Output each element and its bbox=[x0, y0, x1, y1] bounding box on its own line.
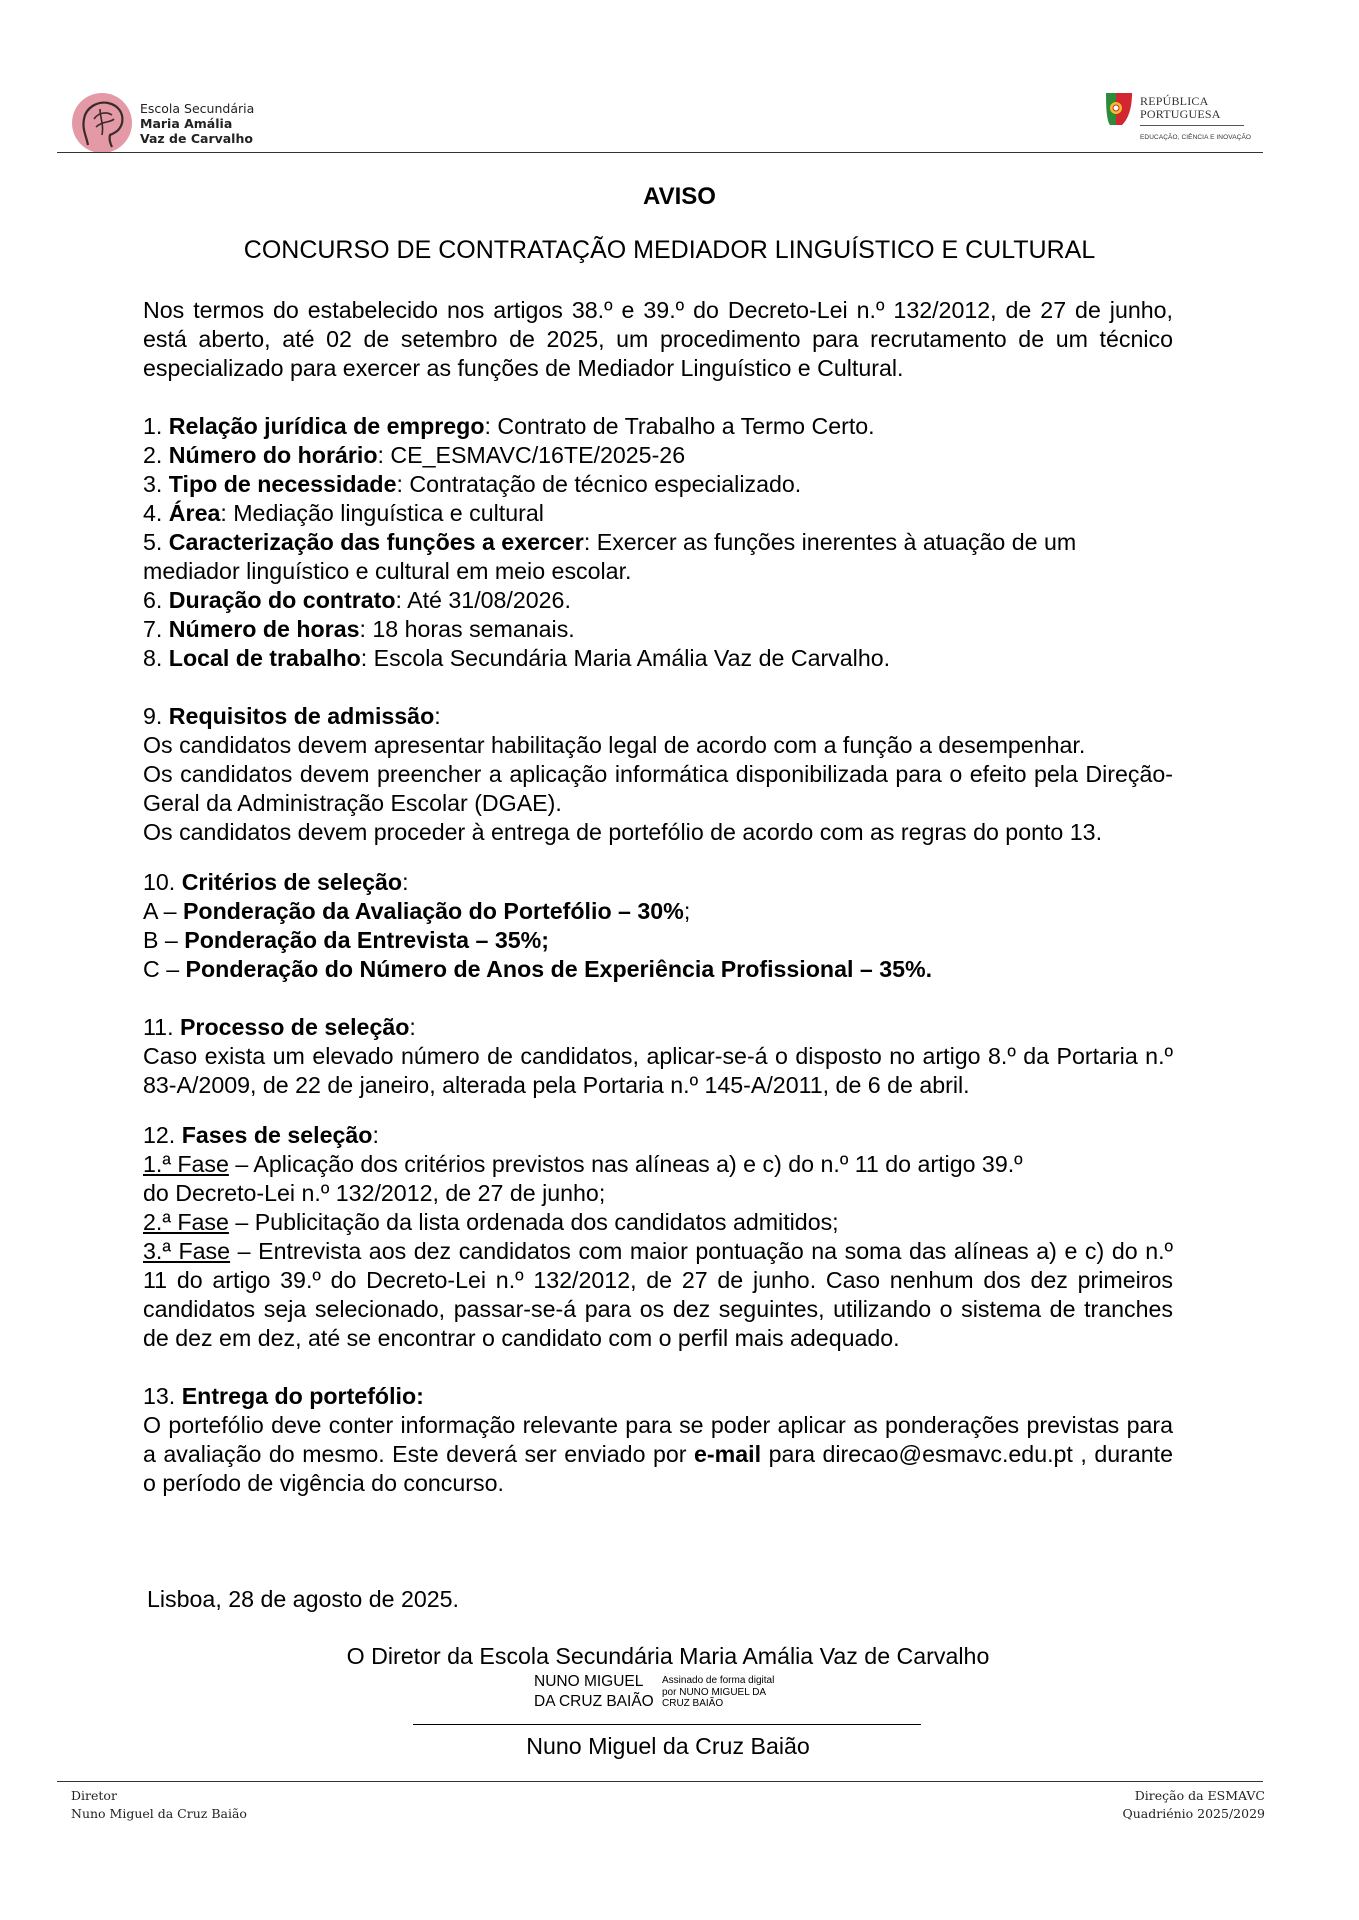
item-text: : Até 31/08/2026. bbox=[395, 587, 571, 613]
phase-3 bbox=[143, 1237, 1173, 1353]
school-name-line3: Vaz de Carvalho bbox=[140, 130, 253, 146]
section-label: Fases de seleção bbox=[181, 1122, 373, 1148]
phase-text: – Aplicação dos critérios previstos nas alíneas a) e c) do n.º 11 do artigo 39.º bbox=[228, 1151, 1023, 1177]
phase-1 bbox=[143, 1150, 1173, 1179]
footer-right-line2: Quadriénio 2025/2029 bbox=[1122, 1806, 1265, 1821]
section-11-text: Caso exista um elevado número de candidatos, aplicar-se-á o disposto no artigo 8.º da Portaria n.º 83-A/2009, de 22 de janeiro, alterada pela Portaria n.º 145-A/2011, de 6 de abril. bbox=[143, 1043, 1173, 1098]
section-label: Processo de seleção bbox=[179, 1014, 410, 1040]
item-label: Número de horas bbox=[168, 616, 360, 642]
footer-left-line1: Diretor bbox=[71, 1788, 117, 1803]
government-name-line1: REPÚBLICA bbox=[1140, 94, 1209, 108]
phase-1-continued: do Decreto-Lei n.º 132/2012, de 27 de junho; bbox=[143, 1180, 606, 1206]
item-number: 8. bbox=[143, 645, 163, 671]
header-divider bbox=[57, 152, 1263, 153]
intro-paragraph: Nos termos do estabelecido nos artigos 38.º e 39.º do Decreto-Lei n.º 132/2012, de 27 de junho, está aberto, até 02 de setembro de 2025, um procedimento para recrutamento de um técnico especializado para exercer as funções de Mediador Linguístico e Cultural. bbox=[143, 297, 1173, 381]
item-label: Relação jurídica de emprego bbox=[168, 413, 485, 439]
signature-line bbox=[413, 1724, 921, 1725]
item-label: Caracterização das funções a exercer bbox=[168, 529, 584, 555]
phase-text: – Publicitação da lista ordenada dos candidatos admitidos; bbox=[228, 1209, 839, 1235]
footer-left bbox=[71, 1787, 247, 1823]
item-number: 2. bbox=[143, 442, 163, 468]
phase-2 bbox=[143, 1208, 1173, 1237]
section-label: Entrega do portefólio: bbox=[181, 1383, 424, 1409]
government-name bbox=[1140, 95, 1221, 121]
signature-name-line2: DA CRUZ BAIÃO bbox=[534, 1693, 654, 1710]
section-11-heading bbox=[143, 1013, 1173, 1042]
ministry-name: EDUCAÇÃO, CIÊNCIA E INOVAÇÃO bbox=[1140, 134, 1252, 141]
section-9-line3: Os candidatos devem proceder à entrega de portefólio de acordo com as regras do ponto 13. bbox=[143, 819, 1103, 845]
section-13-heading bbox=[143, 1382, 1173, 1411]
phase-label: 3.ª Fase bbox=[143, 1238, 231, 1264]
signature-note-line2: por NUNO MIGUEL DA bbox=[662, 1686, 767, 1698]
signature-name-line1: NUNO MIGUEL bbox=[534, 1673, 644, 1690]
item-text: : Escola Secundária Maria Amália Vaz de Carvalho. bbox=[360, 645, 891, 671]
criterion-end: ; bbox=[683, 898, 691, 924]
item-3 bbox=[143, 470, 1173, 499]
portugal-flag-icon bbox=[1104, 91, 1134, 127]
section-10-heading bbox=[143, 868, 1173, 897]
email-emphasis: e-mail bbox=[694, 1441, 762, 1467]
signature-name bbox=[534, 1672, 659, 1712]
item-number: 6. bbox=[143, 587, 163, 613]
item-text: : Contrato de Trabalho a Termo Certo. bbox=[484, 413, 875, 439]
item-text: : Contratação de técnico especializado. bbox=[396, 471, 802, 497]
section-number: 13. bbox=[143, 1383, 176, 1409]
section-number: 12. bbox=[143, 1122, 176, 1148]
phase-text: – Entrevista aos dez candidatos com maior pontuação na soma das alíneas a) e c) do n.º 11 do artigo 39.º do Decreto-Lei n.º 132/2012, de 27 de junho. Caso nenhum dos dez primeiros candidatos seja selecionado, passar-se-á para os dez seguintes, utilizando o sistema de tranches de dez em dez, até se encontrar o candidato com o perfil mais adequado. bbox=[143, 1238, 1173, 1351]
item-label: Área bbox=[168, 500, 221, 526]
item-number: 3. bbox=[143, 471, 163, 497]
footer-right bbox=[1122, 1787, 1265, 1823]
criterion-b bbox=[143, 926, 1173, 955]
criterion-prefix: C – bbox=[143, 956, 186, 982]
criterion-prefix: B – bbox=[143, 927, 185, 953]
government-name-line2: PORTUGUESA bbox=[1140, 107, 1221, 121]
item-label: Local de trabalho bbox=[168, 645, 361, 671]
section-13-text-part2: para direcao@esmavc.edu.pt , durante o período de vigência do concurso. bbox=[143, 1441, 1173, 1496]
section-9-heading bbox=[143, 702, 1173, 731]
section-label: Requisitos de admissão bbox=[168, 703, 435, 729]
phase-label: 2.ª Fase bbox=[143, 1209, 229, 1235]
signature-note-line1: Assinado de forma digital bbox=[662, 1675, 775, 1686]
signature-note bbox=[662, 1675, 774, 1710]
signer-name: Nuno Miguel da Cruz Baião bbox=[526, 1733, 810, 1759]
criterion-text: Ponderação da Entrevista – 35%; bbox=[184, 927, 549, 953]
item-4 bbox=[143, 499, 1173, 528]
item-1 bbox=[143, 412, 1173, 441]
item-number: 4. bbox=[143, 500, 163, 526]
item-6 bbox=[143, 586, 1173, 615]
notice-body bbox=[143, 296, 1173, 1498]
page-subtitle: CONCURSO DE CONTRATAÇÃO MEDIADOR LINGUÍSTICO E CULTURAL bbox=[243, 236, 1096, 264]
tree-head-icon bbox=[72, 93, 132, 153]
page-title: AVISO bbox=[643, 183, 716, 210]
criterion-text: Ponderação do Número de Anos de Experiência Profissional – 35%. bbox=[185, 956, 933, 982]
signature-note-line3: CRUZ BAIÃO bbox=[662, 1698, 724, 1709]
item-label: Número do horário bbox=[168, 442, 378, 468]
item-number: 7. bbox=[143, 616, 163, 642]
criterion-text: Ponderação da Avaliação do Portefólio – 30% bbox=[182, 898, 684, 924]
school-logo bbox=[72, 92, 254, 154]
item-number: 5. bbox=[143, 529, 163, 555]
section-13-text bbox=[143, 1411, 1173, 1498]
section-9-line1: Os candidatos devem apresentar habilitação legal de acordo com a função a desempenhar. bbox=[143, 732, 1086, 758]
item-5 bbox=[143, 528, 1173, 586]
item-label: Duração do contrato bbox=[168, 587, 396, 613]
item-label: Tipo de necessidade bbox=[168, 471, 397, 497]
section-13-text-part1: O portefólio deve conter informação relevante para se poder aplicar as ponderações previstas para a avaliação do mesmo. Este deverá ser enviado por bbox=[143, 1412, 1173, 1467]
section-colon: : bbox=[434, 703, 441, 729]
section-number: 9. bbox=[143, 703, 163, 729]
government-divider bbox=[1140, 125, 1244, 126]
criterion-c bbox=[143, 955, 1173, 984]
criterion-prefix: A – bbox=[143, 898, 183, 924]
footer-left-line2: Nuno Miguel da Cruz Baião bbox=[71, 1806, 247, 1821]
school-name-line2: Maria Amália bbox=[140, 115, 233, 131]
director-title: O Diretor da Escola Secundária Maria Amália Vaz de Carvalho bbox=[346, 1643, 990, 1669]
section-9-line2: Os candidatos devem preencher a aplicação informática disponibilizada para o efeito pela Direção-Geral da Administração Escolar (DGAE). bbox=[143, 761, 1173, 816]
section-label: Critérios de seleção bbox=[181, 869, 403, 895]
phase-label: 1.ª Fase bbox=[143, 1151, 229, 1177]
item-text: : Mediação linguística e cultural bbox=[220, 500, 544, 526]
item-number: 1. bbox=[143, 413, 163, 439]
section-12-heading bbox=[143, 1121, 1173, 1150]
section-colon: : bbox=[372, 1122, 379, 1148]
section-number: 11. bbox=[143, 1014, 174, 1040]
item-text: : CE_ESMAVC/16TE/2025-26 bbox=[377, 442, 686, 468]
section-colon: : bbox=[402, 869, 409, 895]
section-number: 10. bbox=[143, 869, 176, 895]
school-name bbox=[140, 101, 254, 146]
item-2 bbox=[143, 441, 1173, 470]
footer-right-line1: Direção da ESMAVC bbox=[1134, 1788, 1265, 1803]
item-7 bbox=[143, 615, 1173, 644]
section-colon: : bbox=[409, 1014, 416, 1040]
item-text: : 18 horas semanais. bbox=[359, 616, 575, 642]
school-name-line1: Escola Secundária bbox=[140, 100, 255, 116]
footer-divider bbox=[57, 1781, 1263, 1782]
criterion-a bbox=[143, 897, 1173, 926]
item-8 bbox=[143, 644, 1173, 673]
item-text: : Exercer as funções inerentes à atuação de um mediador linguístico e cultural em meio escolar. bbox=[143, 529, 1077, 584]
place-date: Lisboa, 28 de agosto de 2025. bbox=[147, 1586, 460, 1612]
